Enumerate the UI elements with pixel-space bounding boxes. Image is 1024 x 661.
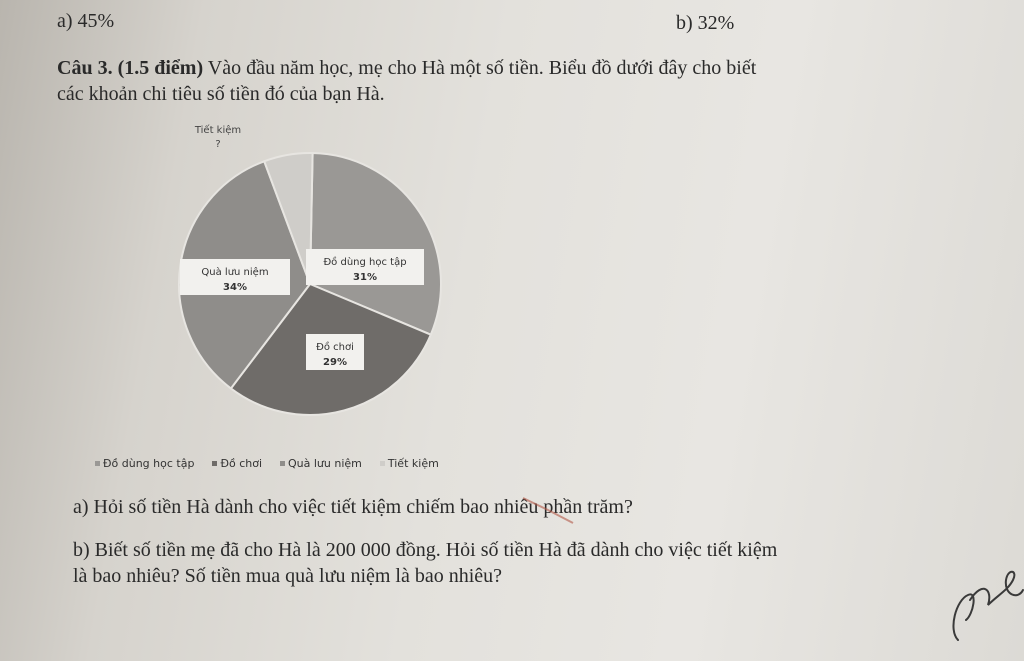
sub-question-b-line-2: là bao nhiêu? Số tiền mua quà lưu niệm là bao nhiêu? [73, 565, 503, 587]
slice-label-souvenirs: Quà lưu niệm [201, 267, 269, 278]
slice-value-savings: ? [215, 139, 221, 150]
legend-label-savings: Tiết kiệm [387, 457, 439, 470]
legend-item-souvenirs [280, 457, 362, 470]
legend-item-school-supplies [95, 457, 194, 470]
legend-swatch-souvenirs [280, 461, 285, 466]
pie-chart [170, 118, 470, 428]
question-3-line-2: các khoản chi tiêu số tiền đó của bạn Hà. [57, 83, 385, 105]
slice-label-toys: Đồ chơi [316, 342, 354, 353]
sub-question-b-line-1: b) Biết số tiền mẹ đã cho Hà là 200 000 đồng. Hỏi số tiền Hà đã dành cho việc tiết kiệm [73, 539, 778, 561]
legend-swatch-toys [212, 461, 217, 466]
question-3-label: Câu 3. (1.5 điểm) [57, 57, 204, 79]
legend-item-savings [380, 457, 439, 470]
answer-option-a: a) 45% [57, 10, 115, 32]
legend-swatch-savings [380, 461, 385, 466]
slice-value-school-supplies: 31% [353, 272, 377, 283]
answer-option-b: b) 32% [676, 12, 735, 34]
legend-swatch-school-supplies [95, 461, 100, 466]
legend-label-toys: Đồ chơi [220, 457, 262, 470]
red-pen-mark [518, 488, 578, 528]
handwritten-signature [938, 560, 1024, 650]
pie-chart-svg [170, 118, 470, 428]
legend-label-school-supplies: Đồ dùng học tập [103, 457, 195, 470]
question-3-line-1 [57, 55, 756, 81]
slice-label-school-supplies: Đồ dùng học tập [323, 257, 407, 268]
legend-label-souvenirs: Quà lưu niệm [288, 457, 362, 470]
slice-value-toys: 29% [323, 357, 347, 368]
chart-legend [95, 457, 439, 470]
legend-item-toys [212, 457, 262, 470]
question-3-text-1: Vào đầu năm học, mẹ cho Hà một số tiền. Biểu đồ dưới đây cho biết [203, 57, 757, 79]
sub-question-a: a) Hỏi số tiền Hà dành cho việc tiết kiệm chiếm bao nhiêu phần trăm? [73, 496, 633, 518]
slice-label-savings: Tiết kiệm [194, 125, 242, 136]
slice-value-souvenirs: 34% [223, 282, 247, 293]
